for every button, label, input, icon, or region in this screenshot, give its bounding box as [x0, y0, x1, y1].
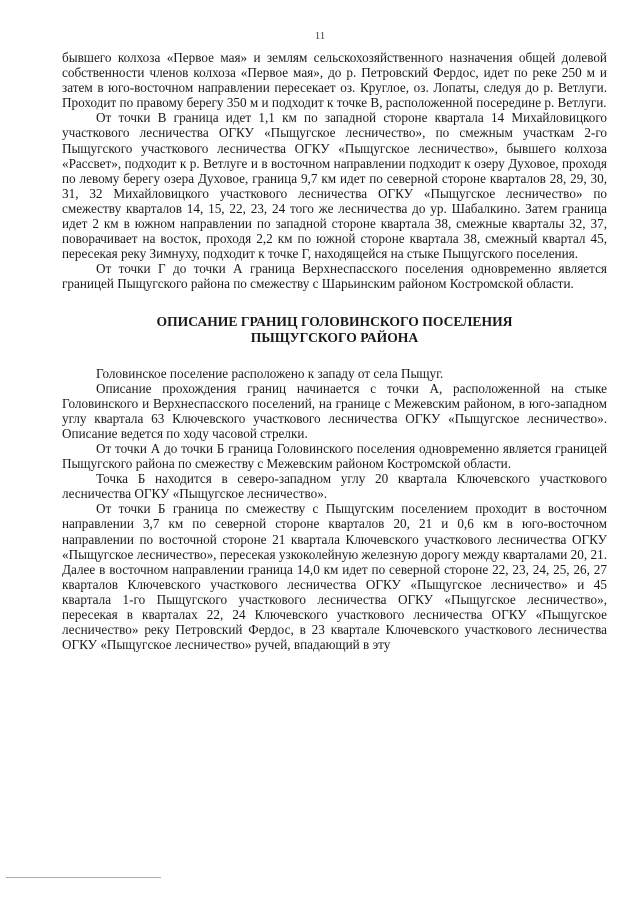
section-heading — [62, 314, 607, 346]
paragraph-point-v: От точки В граница идет 1,1 км по западной стороне квартала 14 Михайловицкого участкового лесничества ОГКУ «Пыщугское лесничество», по смежным участкам 2-го Пыщугского участкового лесничества ОГКУ «Пыщугское лесничество», бывшего колхоза «Рассвет», подходит к р. Ветлуге и в восточном направлении подходит к озеру Духовое, проходя по левому берегу озера Духовое, граница 9,7 км идет по северной стороне кварталов 28, 29, 30, 31, 32 Михайловицкого участкового лесничества ОГКУ «Пыщугское лесничество» по смежеству кварталов 14, 15, 22, 23, 24 того же лесничества до ур. Шабалкино. Затем граница идет 2 км в южном направлении по западной стороне квартала 38, смежные кварталы 32, 37, поворачивает на восток, проходя 2,2 км по южной стороне квартала 38, смежный квартал 45, пересекая реку Зимнуху, подходит к точке Г, находящейся на стыке Пыщугского поселения. — [62, 110, 607, 262]
paragraph-description-start: Описание прохождения границ начинается с точки А, расположенной на стыке Головинского и Верхнеспасского поселений, на границе с Межевским районом, в юго-западном углу квартала 63 Ключевского участкового лесничества ОГКУ «Пыщугское лесничество». Описание ведется по ходу часовой стрелки. — [62, 380, 607, 441]
paragraph-location: Головинское поселение расположено к западу от села Пыщуг. — [96, 365, 444, 381]
scan-artifact-line — [6, 877, 161, 878]
paragraph-point-b: Точка Б находится в северо-западном углу 20 квартала Ключевского участкового лесничества ОГКУ «Пыщугское лесничество». — [62, 471, 607, 502]
document-body — [62, 50, 607, 652]
paragraph-point-g: От точки Г до точки А граница Верхнеспасского поселения одновременно является границей Пыщугского района по смежеству с Шарьинским районом Костромской области. — [62, 261, 607, 292]
paragraph-from-point-b: От точки Б граница по смежеству с Пыщугским поселением проходит в восточном направлении 3,7 км по северной стороне кварталов 20, 21 и 0,6 км в юго-восточном направлении по восточной стороне 21 квартала Ключевского участкового лесничества ОГКУ «Пыщугское лесничество», пересекая узкоколейную железную дорогу между кварталами 20, 21. Далее в восточном направлении граница 14,0 км идет по северной стороне 22, 23, 24, 25, 26, 27 кварталов Ключевского участкового лесничества ОГКУ «Пыщугское лесничество» и 45 квартала 1-го Пыщугского участкового лесничества ОГКУ «Пыщугское лесничество», пересекая в кварталах 22, 24 Ключевского участкового лесничества ОГКУ «Пыщугское лесничество» реку Петровский Фердос, в 23 квартале Ключевского участкового лесничества ОГКУ «Пыщугское лесничество» ручей, впадающий в эту — [62, 501, 607, 653]
paragraph-continuation: бывшего колхоза «Первое мая» и землям сельскохозяйственного назначения общей долевой собственности членов колхоза «Первое мая», до р. Петровский Фердос, идет по реке 250 м и затем в юго-восточном направлении пересекает оз. Круглое, оз. Лопаты, следуя до р. Ветлуги. Проходит по правому берегу 350 м и подходит к точке В, расположенной посередине р. Ветлуги. — [62, 50, 607, 111]
section-heading-line1: ОПИСАНИЕ ГРАНИЦ ГОЛОВИНСКОГО ПОСЕЛЕНИЯ — [156, 313, 513, 329]
section-heading-line2: ПЫЩУГСКОГО РАЙОНА — [250, 329, 419, 345]
paragraph-point-a-b: От точки А до точки Б граница Головинского поселения одновременно является границей Пыщугского района по смежеству с Межевским районом Костромской области. — [62, 440, 607, 472]
page-number: 11 — [314, 30, 326, 42]
